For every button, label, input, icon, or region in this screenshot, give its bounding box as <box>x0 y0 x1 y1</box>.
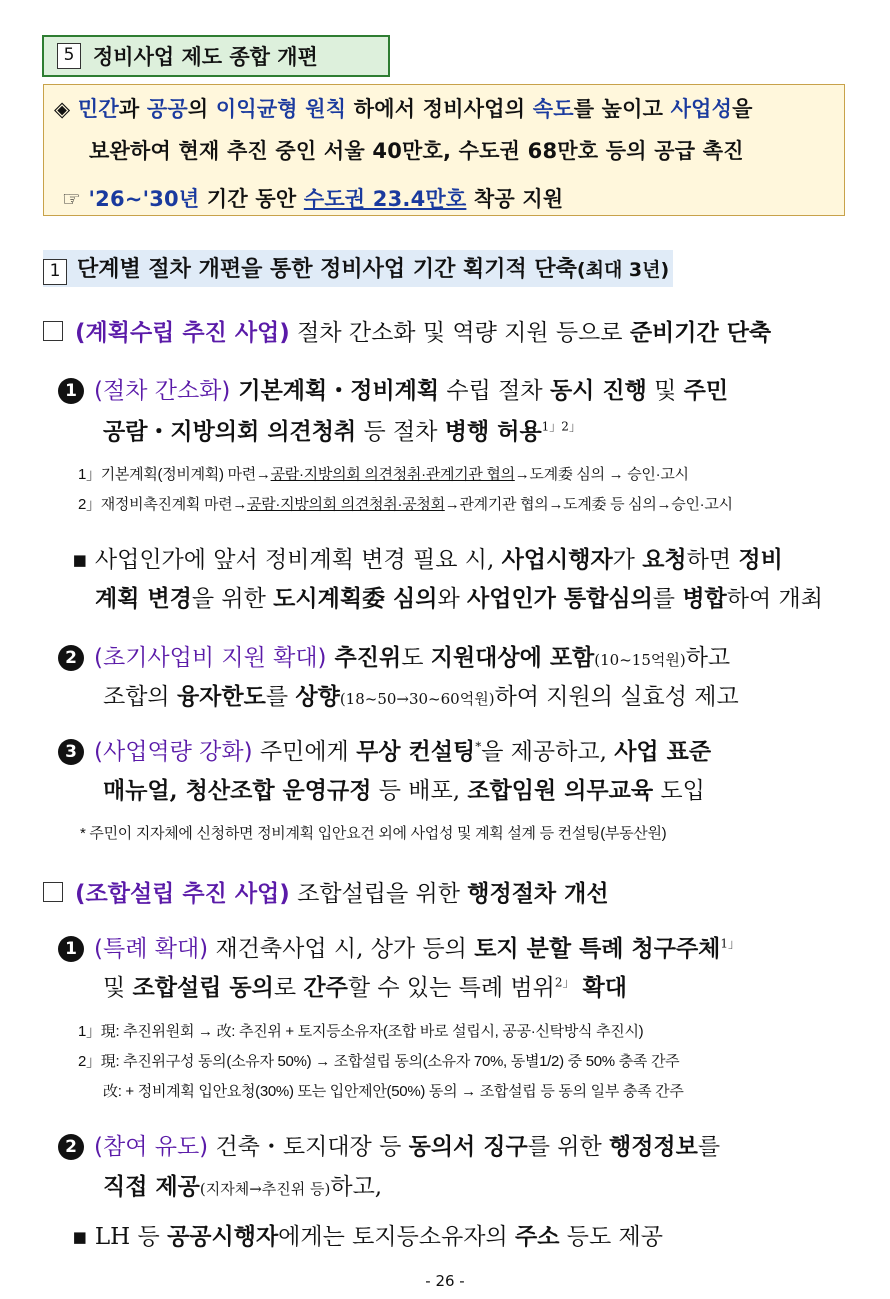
item-plan: (계획수립 추진 사업) 절차 간소화 및 역량 지원 등으로 준비기간 단축 <box>43 314 771 347</box>
section-number: 5 <box>57 43 81 69</box>
union1-note3: 改: + 정비계획 입안요청(30%) 또는 입안제안(50%) 동의 → 조합설립 등 동의 일부 충족 간주 <box>103 1083 684 1100</box>
square-bullet-icon: ▪ <box>72 547 88 573</box>
number-1-icon: 1 <box>58 378 84 404</box>
number-3-icon: 3 <box>58 739 84 765</box>
summary-box <box>43 84 845 216</box>
plan2-line2: 조합의 융자한도를 상향(18~50→30~60억원)하여 지원의 실효성 제고 <box>103 683 739 710</box>
number-2-icon: 2 <box>58 645 84 671</box>
summary-line-2: 보완하여 현재 추진 중인 서울 40만호, 수도권 68만호 등의 공급 촉진 <box>89 139 744 163</box>
plan3-line2: 매뉴얼, 청산조합 운영규정 등 배포, 조합임원 의무교육 도입 <box>103 777 705 804</box>
plan3-note: * 주민이 지자체에 신청하면 정비계획 입안요건 외에 사업성 및 계획 설계 등 컨설팅(부동산원) <box>80 825 667 842</box>
note1-1: 1」기본계획(정비계획) 마련→공람·지방의회 의견청취·관계기관 협의→도계委 심의 → 승인·고시 <box>78 466 689 483</box>
plan2-line1: 2 (초기사업비 지원 확대) 추진위도 지원대상에 포함(10~15억원)하고 <box>58 639 730 672</box>
checkbox-square-icon <box>43 882 63 902</box>
section-title-box <box>42 35 390 77</box>
page-number: - 26 - <box>425 1272 465 1290</box>
plan1-line2: 공람・지방의회 의견청취 등 절차 병행 허용$^{1」2」}$ <box>103 418 581 445</box>
checkbox-square-icon <box>43 321 63 341</box>
union1-line2: 및 조합설립 동의로 간주할 수 있는 특례 범위$^{2」}$ 확대 <box>103 974 627 1001</box>
plan1-line1: 1 (절차 간소화) 기본계획・정비계획 수립 절차 동시 진행 및 주민 <box>58 372 728 405</box>
note1-2: 2」재정비촉진계획 마련→공람·지방의회 의견청취·공청회→관계기관 협의→도계委 등 심의→승인·고시 <box>78 496 733 513</box>
heading-number: 1 <box>43 259 67 285</box>
union1-note1: 1」現: 추진위원회 → 改: 추진위 + 토지등소유자(조합 바로 설립시, 공공·신탁방식 추진시) <box>78 1023 644 1040</box>
union2-line2: 직접 제공(지자체→추진위 등)하고, <box>103 1173 383 1200</box>
union1-line1: 1 (특례 확대) 재건축사업 시, 상가 등의 토지 분할 특례 청구주체$^{1」}$ <box>58 930 740 963</box>
number-1-icon: 1 <box>58 936 84 962</box>
summary-line-1: ◈ 민간과 공공의 이익균형 원칙 하에서 정비사업의 속도를 높이고 사업성을 <box>54 97 753 121</box>
summary-line-3: ☞ '26∼'30년 기간 동안 수도권 23.4만호 착공 지원 <box>62 187 564 211</box>
union2-line1: 2 (참여 유도) 건축・토지대장 등 동의서 징구를 위한 행정정보를 <box>58 1128 720 1161</box>
plan3-line1: 3 (사업역량 강화) 주민에게 무상 컨설팅*을 제공하고, 사업 표준 <box>58 733 711 766</box>
heading-1: 1 단계별 절차 개편을 통한 정비사업 기간 획기적 단축(최대 3년) <box>43 250 673 287</box>
sub1-line1: ▪ 사업인가에 앞서 정비계획 변경 필요 시, 사업시행자가 요청하면 정비 <box>72 546 783 573</box>
sub1-line2: 계획 변경을 위한 도시계획委 심의와 사업인가 통합심의를 병합하여 개최 <box>95 585 823 612</box>
section-title: 정비사업 제도 종합 개편 <box>93 45 318 69</box>
diamond-icon: ◈ <box>54 97 71 121</box>
square-bullet-icon: ▪ <box>72 1224 88 1250</box>
union2-line3: ▪ LH 등 공공시행자에게는 토지등소유자의 주소 등도 제공 <box>72 1223 663 1250</box>
item-union: (조합설립 추진 사업) 조합설립을 위한 행정절차 개선 <box>43 875 609 908</box>
pointing-hand-icon: ☞ <box>62 187 82 211</box>
number-2-icon: 2 <box>58 1134 84 1160</box>
union1-note2: 2」現: 추진위구성 동의(소유자 50%) → 조합설립 동의(소유자 70%, 동별1/2) 중 50% 충족 간주 <box>78 1053 680 1070</box>
